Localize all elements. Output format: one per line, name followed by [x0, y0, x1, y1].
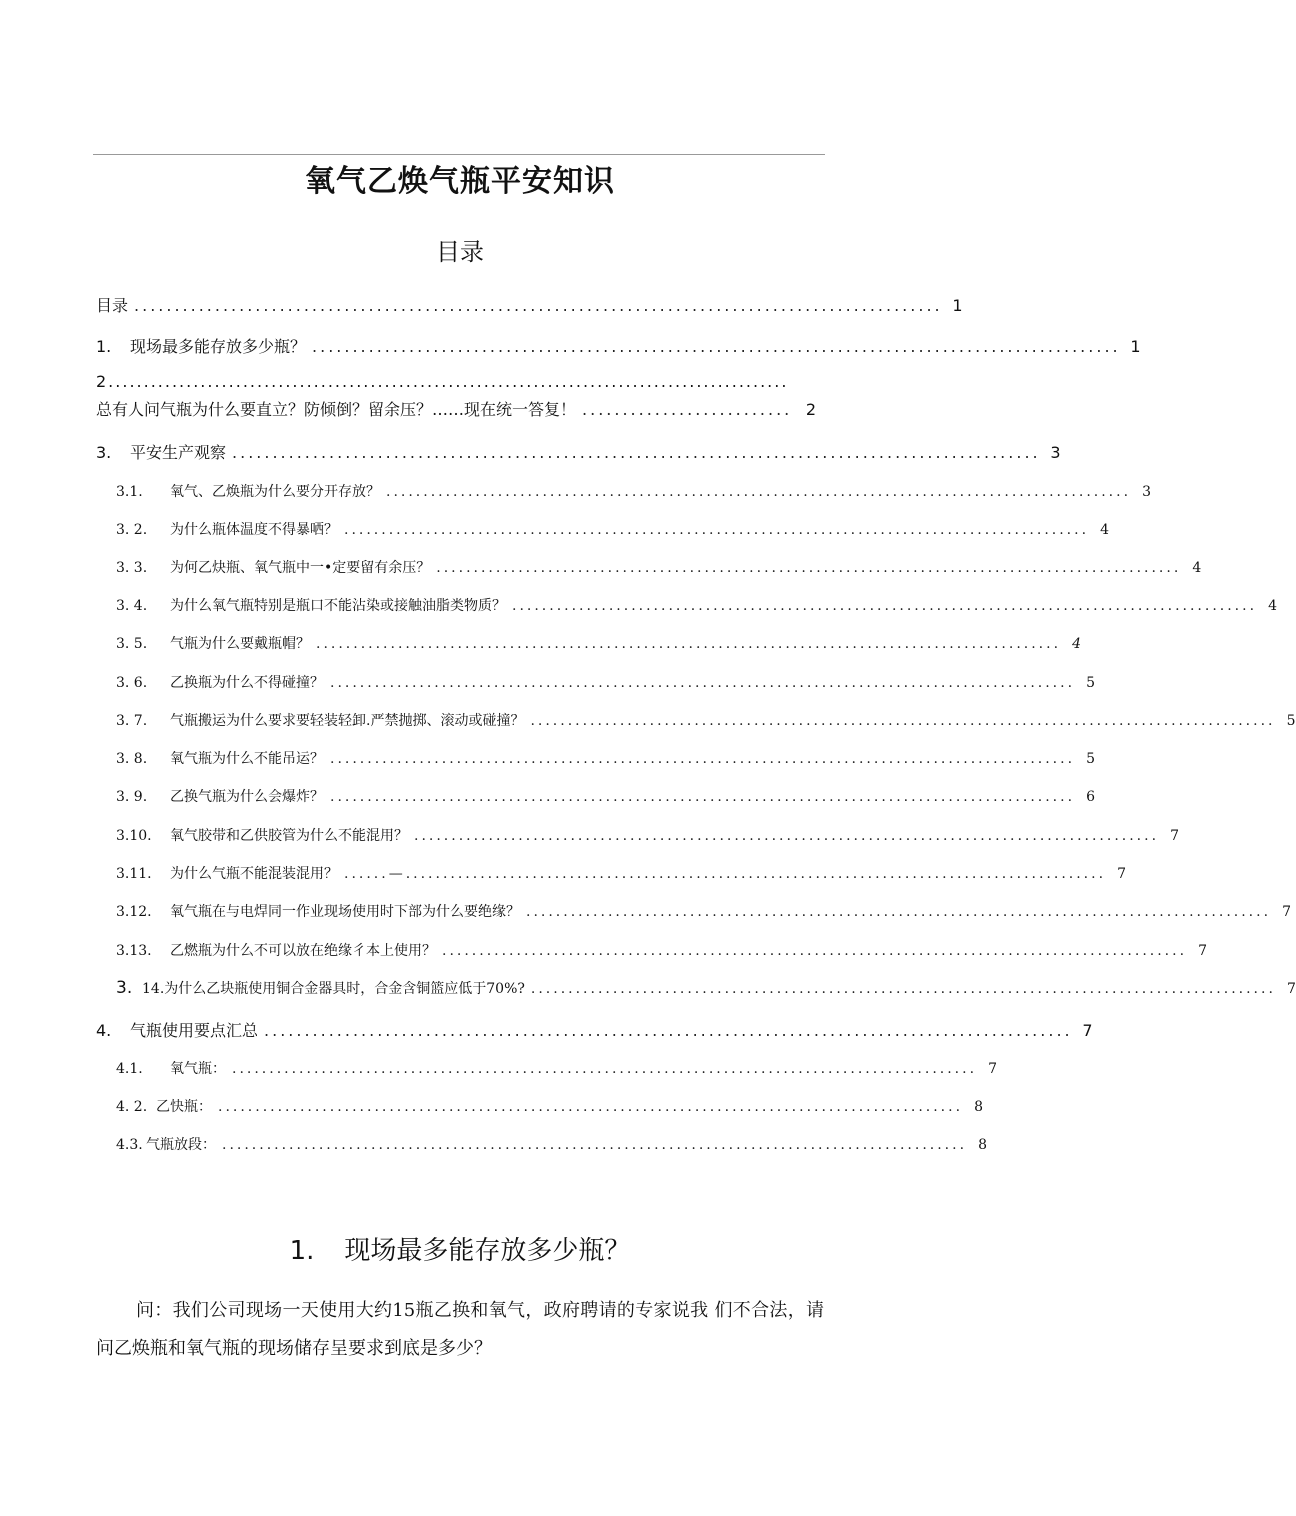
toc-entry-number: 3. 4. [116, 598, 148, 614]
toc-entry[interactable] [116, 710, 1296, 730]
toc-entry[interactable] [116, 672, 1096, 692]
toc-entry-text: 氧气瓶： [170, 1061, 226, 1077]
toc-entry-text: 气瓶搬运为什么要求要轻装轻卸.严禁抛掷、滚动或碰撞？ [170, 713, 525, 729]
toc-entry-number: 4.3. [116, 1137, 143, 1153]
toc-entry-number-with-leader: 2................................................................................................ [96, 372, 789, 391]
toc-entry-text: 为什么瓶体温度不得暴哂？ [170, 522, 338, 538]
toc-leader-dots: .................................................................................................... [414, 828, 1160, 844]
toc-entry[interactable] [116, 1096, 984, 1116]
toc-entry-text: 乙燃瓶为什么不可以放在绝缘彳本上使用？ [170, 943, 436, 959]
toc-entry-page: 1 [952, 296, 963, 315]
toc-entry-page: 3 [1050, 443, 1061, 462]
toc-entry-page: 4 [1072, 636, 1082, 652]
toc-entry-page: 7 [988, 1061, 998, 1077]
toc-entry-number: 3. 8. [116, 751, 148, 767]
toc-entry[interactable] [96, 334, 1141, 357]
toc-entry[interactable] [116, 978, 1296, 998]
toc-leader-dots: .................................................................................................... [530, 713, 1276, 729]
toc-entry-page: 7 [1170, 828, 1180, 844]
toc-leader-dots: .................................................................................................... [232, 1061, 978, 1077]
toc-entry[interactable] [116, 825, 1180, 845]
toc-leader-dots: .................................................................................................... [330, 675, 1076, 691]
toc-entry-number: 4.1. [116, 1061, 143, 1077]
body-paragraph: 问：我们公司现场一天使用大约15瓶乙换和氧气，政府聘请的专家说我 们不合法，请问乙焕瓶和氧气瓶的现场储存呈要求到底是多少？ [96, 1300, 824, 1359]
toc-leader-dots: .................................................................................................... [526, 904, 1272, 920]
toc-leader-dots: .................................................................................................... [386, 484, 1132, 500]
toc-leader-dots: .................................................................................................... [330, 751, 1076, 767]
toc-entry[interactable] [116, 519, 1110, 539]
toc-entry-page: 7 [1198, 943, 1208, 959]
toc-entry-page: 3 [1142, 484, 1152, 500]
toc-entry-page: 5 [1086, 675, 1096, 691]
toc-entry-number: 4. 2. [116, 1099, 148, 1115]
toc-entry-page: 6 [1086, 789, 1096, 805]
toc-entry[interactable] [116, 863, 1127, 883]
toc-entry-text: 氧气胶带和乙供胶管为什么不能混用？ [170, 828, 408, 844]
toc-entry-number: 3. 5. [116, 636, 148, 652]
toc-entry-page: 1 [1130, 337, 1141, 356]
toc-entry-number: 3. [96, 443, 112, 462]
toc-entry-page: 2 [805, 400, 816, 419]
toc-entry-number: 3.10. [116, 828, 152, 844]
toc-leader-dots: .......................... [582, 400, 793, 419]
toc-entry-number: 4. [96, 1021, 112, 1040]
section-number: 1. [289, 1236, 315, 1266]
toc-entry[interactable] [96, 397, 816, 420]
toc-entry-page: 7 [1082, 1021, 1093, 1040]
toc-leader-dots: .................................................................................................... [218, 1099, 964, 1115]
toc-entry-page: 5 [1086, 751, 1096, 767]
toc-entry-text: 氧气、乙焕瓶为什么要分开存放？ [170, 484, 380, 500]
toc-entry-text: 氧气瓶为什么不能吊运？ [170, 751, 324, 767]
toc-entry-page: 7 [1117, 866, 1127, 882]
toc-leader-dots: .................................................................................................... [222, 1137, 968, 1153]
toc-entry[interactable] [96, 293, 963, 316]
toc-entry[interactable] [116, 557, 1202, 577]
toc-leader-dots: .................................................................................................... [512, 598, 1258, 614]
toc-leader-dots: .................................................................................................... [312, 337, 1121, 356]
toc-entry-text: 乙换瓶为什么不得碰撞？ [170, 675, 324, 691]
toc-entry-text: 气瓶放段： [146, 1137, 216, 1153]
toc-entry-text: 总有人问气瓶为什么要直立？防倾倒？留余压？……现在统一答复！ [96, 400, 577, 419]
toc-entry-text: 平安生产观察 [130, 443, 227, 462]
toc-entry-number: 3.13. [116, 943, 152, 959]
toc-entry-text: 现场最多能存放多少瓶？ [130, 337, 307, 356]
toc-leader-dots: .................................................................................................... [232, 443, 1041, 462]
toc-leader-dots: .................................................................................................... [344, 522, 1090, 538]
toc-entry-number: 3. 7. [116, 713, 148, 729]
toc-entry-page: 7 [1287, 981, 1296, 997]
toc-entry-page: 4 [1100, 522, 1110, 538]
toc-leader-dots: .................................................................................................... [316, 636, 1062, 652]
toc-leader-dots: .................................................................................................... [436, 560, 1182, 576]
toc-entry-text: 为什么气瓶不能混装混用？ [170, 866, 338, 882]
toc-entry-page: 8 [978, 1137, 988, 1153]
toc-leader-dots: .................................................................................................... [264, 1021, 1073, 1040]
toc-entry[interactable] [116, 748, 1096, 768]
toc-entry-page: 8 [974, 1099, 984, 1115]
toc-leader-dots: ......—.............................................................................................. [344, 866, 1107, 882]
toc-leader-dots: .................................................................................................... [330, 789, 1076, 805]
toc-entry[interactable] [116, 940, 1208, 960]
toc-entry-number: 3. 3. [116, 560, 148, 576]
section-heading [0, 1230, 920, 1267]
toc-entry-page: 4 [1192, 560, 1202, 576]
toc-entry[interactable] [116, 633, 1082, 653]
toc-entry-number: 3. 6. [116, 675, 148, 691]
toc-entry-number: 3.1. [116, 484, 143, 500]
toc-entry-page: 5 [1286, 713, 1296, 729]
toc-leader-dots: .................................................................................................... [442, 943, 1188, 959]
toc-entry-text: 气瓶使用要点汇总 [130, 1021, 259, 1040]
toc-entry[interactable] [96, 1018, 1093, 1041]
toc-heading: 目录 [436, 238, 484, 266]
toc-entry[interactable] [116, 901, 1292, 921]
toc-entry[interactable] [116, 481, 1152, 501]
toc-entry[interactable] [96, 440, 1061, 463]
toc-entry-text: 目录 [96, 296, 129, 315]
toc-entry[interactable] [116, 786, 1096, 806]
toc-leader-dots: .................................................................................................... [530, 981, 1276, 997]
toc-entry-number: 3.12. [116, 904, 152, 920]
toc-entry[interactable] [116, 1134, 988, 1154]
toc-entry-text: 气瓶为什么要戴瓶帽？ [170, 636, 310, 652]
toc-entry-number: 3.11. [116, 866, 152, 882]
toc-entry-text: 氧气瓶在与电焊同一作业现场使用时下部为什么要绝缘？ [170, 904, 520, 920]
toc-entry-text: 14.为什么乙块瓶使用铜合金器具时，合金含铜篮应低于70%? [142, 981, 525, 997]
toc-entry[interactable] [116, 595, 1278, 615]
toc-entry-number: 3. 2. [116, 522, 148, 538]
toc-entry-number: 3. [116, 978, 133, 998]
toc-entry-number: 3. 9. [116, 789, 148, 805]
toc-entry-text: 为何乙炔瓶、氧气瓶中一•定要留有余压？ [170, 560, 431, 576]
document-title: 氧气乙焕气瓶平安知识 [305, 164, 615, 199]
toc-entry-text: 乙快瓶： [156, 1099, 212, 1115]
toc-entry-number: 1. [96, 337, 112, 356]
section-title: 现场最多能存放多少瓶？ [344, 1236, 631, 1266]
top-rule [93, 154, 825, 155]
toc-entry-text: 乙换气瓶为什么会爆炸？ [170, 789, 324, 805]
toc-leader-dots: .................................................................................................... [134, 296, 943, 315]
toc-entry-page: 7 [1282, 904, 1292, 920]
toc-entry-text: 为什么氧气瓶特别是瓶口不能沾染或接触油脂类物质？ [170, 598, 506, 614]
toc-entry[interactable] [116, 1058, 998, 1078]
toc-entry-page: 4 [1268, 598, 1278, 614]
